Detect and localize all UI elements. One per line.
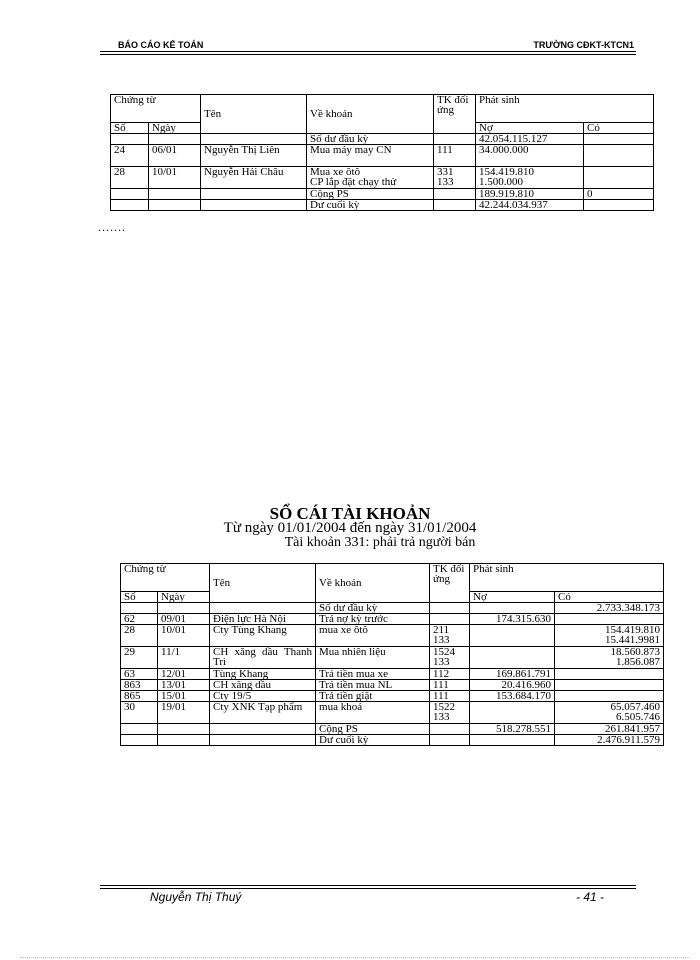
tk-line-1: 1524 [433,646,456,658]
cell-about: Trả tiền giặt [316,691,430,702]
cell-credit [555,647,664,669]
about-line-2: CP lắp đặt chạy thử [310,176,397,188]
cell-num [111,200,149,211]
cell-about: Cộng PS [307,189,434,200]
cell-tk: 112 [430,669,470,680]
cell-num: 24 [111,145,149,167]
cell-credit: 261.841.957 [555,724,664,735]
cell-about: Trả tiền mua NL [316,680,430,691]
cell-name: Nguyễn Thị Liên [201,145,307,167]
table-row [121,691,664,702]
cell-about: Trả tiền mua xe [316,669,430,680]
cell-num: 865 [121,691,158,702]
cell-tk [430,625,470,647]
cell-credit [555,691,664,702]
cell-tk [430,647,470,669]
table-row [121,724,664,735]
table-row [121,680,664,691]
cell-about: Mua nhiên liệu [316,647,430,669]
cell-debit [470,702,555,724]
cell-about [307,167,434,189]
table-row [111,189,654,200]
cell-about: mua xe ôtô [316,625,430,647]
cell-debit: 153.684.170 [470,691,555,702]
cell-credit: 0 [584,189,654,200]
header-left-text: BÁO CÁO KẾ TOÁN [118,40,204,50]
cell-credit [555,625,664,647]
head-tk: TK đối ứng [434,95,476,134]
ledger-table-2 [120,563,664,746]
cell-name [201,134,307,145]
cell-credit [584,145,654,167]
cell-about: Mua máy may CN [307,145,434,167]
cell-tk [434,167,476,189]
cell-num: 62 [121,614,158,625]
cell-num: 30 [121,702,158,724]
cell-debit: 42.244.034.937 [476,200,584,211]
cell-name: Cty XNK Tạp phẩm [210,702,316,724]
debit-line-1: 154.419.810 [479,166,535,178]
cell-credit [555,614,664,625]
table-row [111,145,654,167]
cell-name: Cty Tùng Khang [210,625,316,647]
tk-line-2: 133 [433,711,450,723]
head-credit: Có [555,592,664,603]
cell-about: Dư cuối kỳ [307,200,434,211]
cell-num [121,603,158,614]
cell-about: mua khoá [316,702,430,724]
footer-rule [100,885,636,886]
cell-num: 863 [121,680,158,691]
cell-name: Cty 19/5 [210,691,316,702]
about-line-1: Mua xe ôtô [310,166,361,178]
table-row [121,702,664,724]
tk-line-2: 133 [437,176,454,188]
cell-name [201,200,307,211]
cell-date [149,189,201,200]
page-number: - 41 - [576,890,605,904]
head-vouchers: Chứng từ [121,564,210,592]
cell-date [149,134,201,145]
cell-num: 63 [121,669,158,680]
header-rule [100,51,636,52]
cell-debit: 174.315.630 [470,614,555,625]
ledger-table-1 [110,94,654,211]
cell-name [201,189,307,200]
head-debit: Nợ [470,592,555,603]
footer-author: Nguyễn Thị Thuý [150,890,242,904]
cell-name: CH xăng dầu [210,680,316,691]
credit-line-1: 18.560.873 [610,646,661,658]
tk-line-1: 331 [437,166,454,178]
cell-tk: 111 [430,691,470,702]
cell-debit: 34.000.000 [476,145,584,167]
table-row [121,614,664,625]
head-name: Tên [201,95,307,134]
cell-tk [430,724,470,735]
cell-credit [555,702,664,724]
cell-credit [584,200,654,211]
cell-date: 06/01 [149,145,201,167]
cell-date: 10/01 [149,167,201,189]
cell-about: Số dư đầu kỳ [307,134,434,145]
head-date: Ngày [149,123,201,134]
credit-line-1: 65.057.460 [610,701,661,713]
table-row [111,134,654,145]
head-name: Tên [210,564,316,603]
cell-credit [555,680,664,691]
cell-about: Số dư đầu kỳ [316,603,430,614]
cell-date: 15/01 [158,691,210,702]
cell-num: 28 [111,167,149,189]
cell-credit [584,167,654,189]
cell-num: 29 [121,647,158,669]
tk-line-2: 133 [433,634,450,646]
credit-line-2: 15.441.9981 [605,634,661,646]
head-about: Về khoản [316,564,430,603]
cell-name [210,603,316,614]
tk-line-1: 1522 [433,701,456,713]
cell-date: 09/01 [158,614,210,625]
ellipsis-text: ....... [98,220,126,234]
cell-tk [434,189,476,200]
cell-credit: 2.733.348.173 [555,603,664,614]
footer-rule-thin [100,888,636,889]
head-arising: Phát sinh [476,95,654,123]
head-date: Ngày [158,592,210,603]
cell-tk [430,614,470,625]
credit-line-1: 154.419.810 [605,624,661,636]
cell-date: 19/01 [158,702,210,724]
head-credit: Có [584,123,654,134]
cell-tk: 111 [430,680,470,691]
page-edge [20,957,690,958]
table-row [111,167,654,189]
credit-line-2: 1.856.087 [616,656,661,668]
cell-date: 10/01 [158,625,210,647]
cell-tk [430,603,470,614]
ledger-period: Từ ngày 01/01/2004 đến ngày 31/01/2004 [223,520,477,536]
table-row [121,647,664,669]
tk-line-1: 211 [433,624,450,636]
cell-tk [434,200,476,211]
tk-line-2: 133 [433,656,450,668]
header-right-text: TRƯỜNG CĐKT-KTCN1 [533,40,634,50]
cell-tk [430,735,470,746]
cell-debit [470,735,555,746]
header-rule-thin [100,54,636,55]
cell-num: 28 [121,625,158,647]
table-row [121,625,664,647]
cell-date: 11/1 [158,647,210,669]
cell-about: Dư cuối kỳ [316,735,430,746]
cell-name [210,735,316,746]
cell-credit [584,134,654,145]
cell-about: Trả nợ kỳ trước [316,614,430,625]
cell-debit: 189.919.810 [476,189,584,200]
cell-name: CH xăng dầu Thanh Trì [210,647,316,669]
head-debit: Nợ [476,123,584,134]
cell-name [210,724,316,735]
cell-date [158,724,210,735]
cell-date [158,603,210,614]
cell-about: Cộng PS [316,724,430,735]
cell-debit: 518.278.551 [470,724,555,735]
page-header [100,40,636,54]
cell-tk [430,702,470,724]
cell-date [149,200,201,211]
cell-num [111,189,149,200]
table-row [121,735,664,746]
cell-date [158,735,210,746]
cell-name: Điện lực Hà Nội [210,614,316,625]
cell-num [121,724,158,735]
cell-date: 12/01 [158,669,210,680]
head-about: Về khoản [307,95,434,134]
cell-tk [434,134,476,145]
head-vouchers: Chứng từ [111,95,201,123]
cell-date: 13/01 [158,680,210,691]
head-tk: TK đối ứng [430,564,470,603]
cell-debit [470,647,555,669]
ledger-account: Tài khoản 331: phải trả người bán [284,535,476,550]
table-row [121,669,664,680]
table-row [111,200,654,211]
credit-line-2: 6.505.746 [616,711,661,723]
cell-debit: 169.861.791 [470,669,555,680]
cell-debit [476,167,584,189]
table-row [121,603,664,614]
head-arising: Phát sinh [470,564,664,592]
cell-debit: 20.416.960 [470,680,555,691]
cell-tk: 111 [434,145,476,167]
cell-debit: 42.054.115.127 [476,134,584,145]
cell-debit [470,625,555,647]
cell-credit [555,669,664,680]
cell-name: Nguyễn Hải Châu [201,167,307,189]
cell-debit [470,603,555,614]
ledger-title: SỔ CÁI TÀI KHOẢN [269,504,431,523]
head-num: Số [111,123,149,134]
cell-num [121,735,158,746]
debit-line-2: 1.500.000 [479,176,524,188]
cell-name: Tùng Khang [210,669,316,680]
cell-credit: 2.476.911.579 [555,735,664,746]
cell-num [111,134,149,145]
head-num: Số [121,592,158,603]
